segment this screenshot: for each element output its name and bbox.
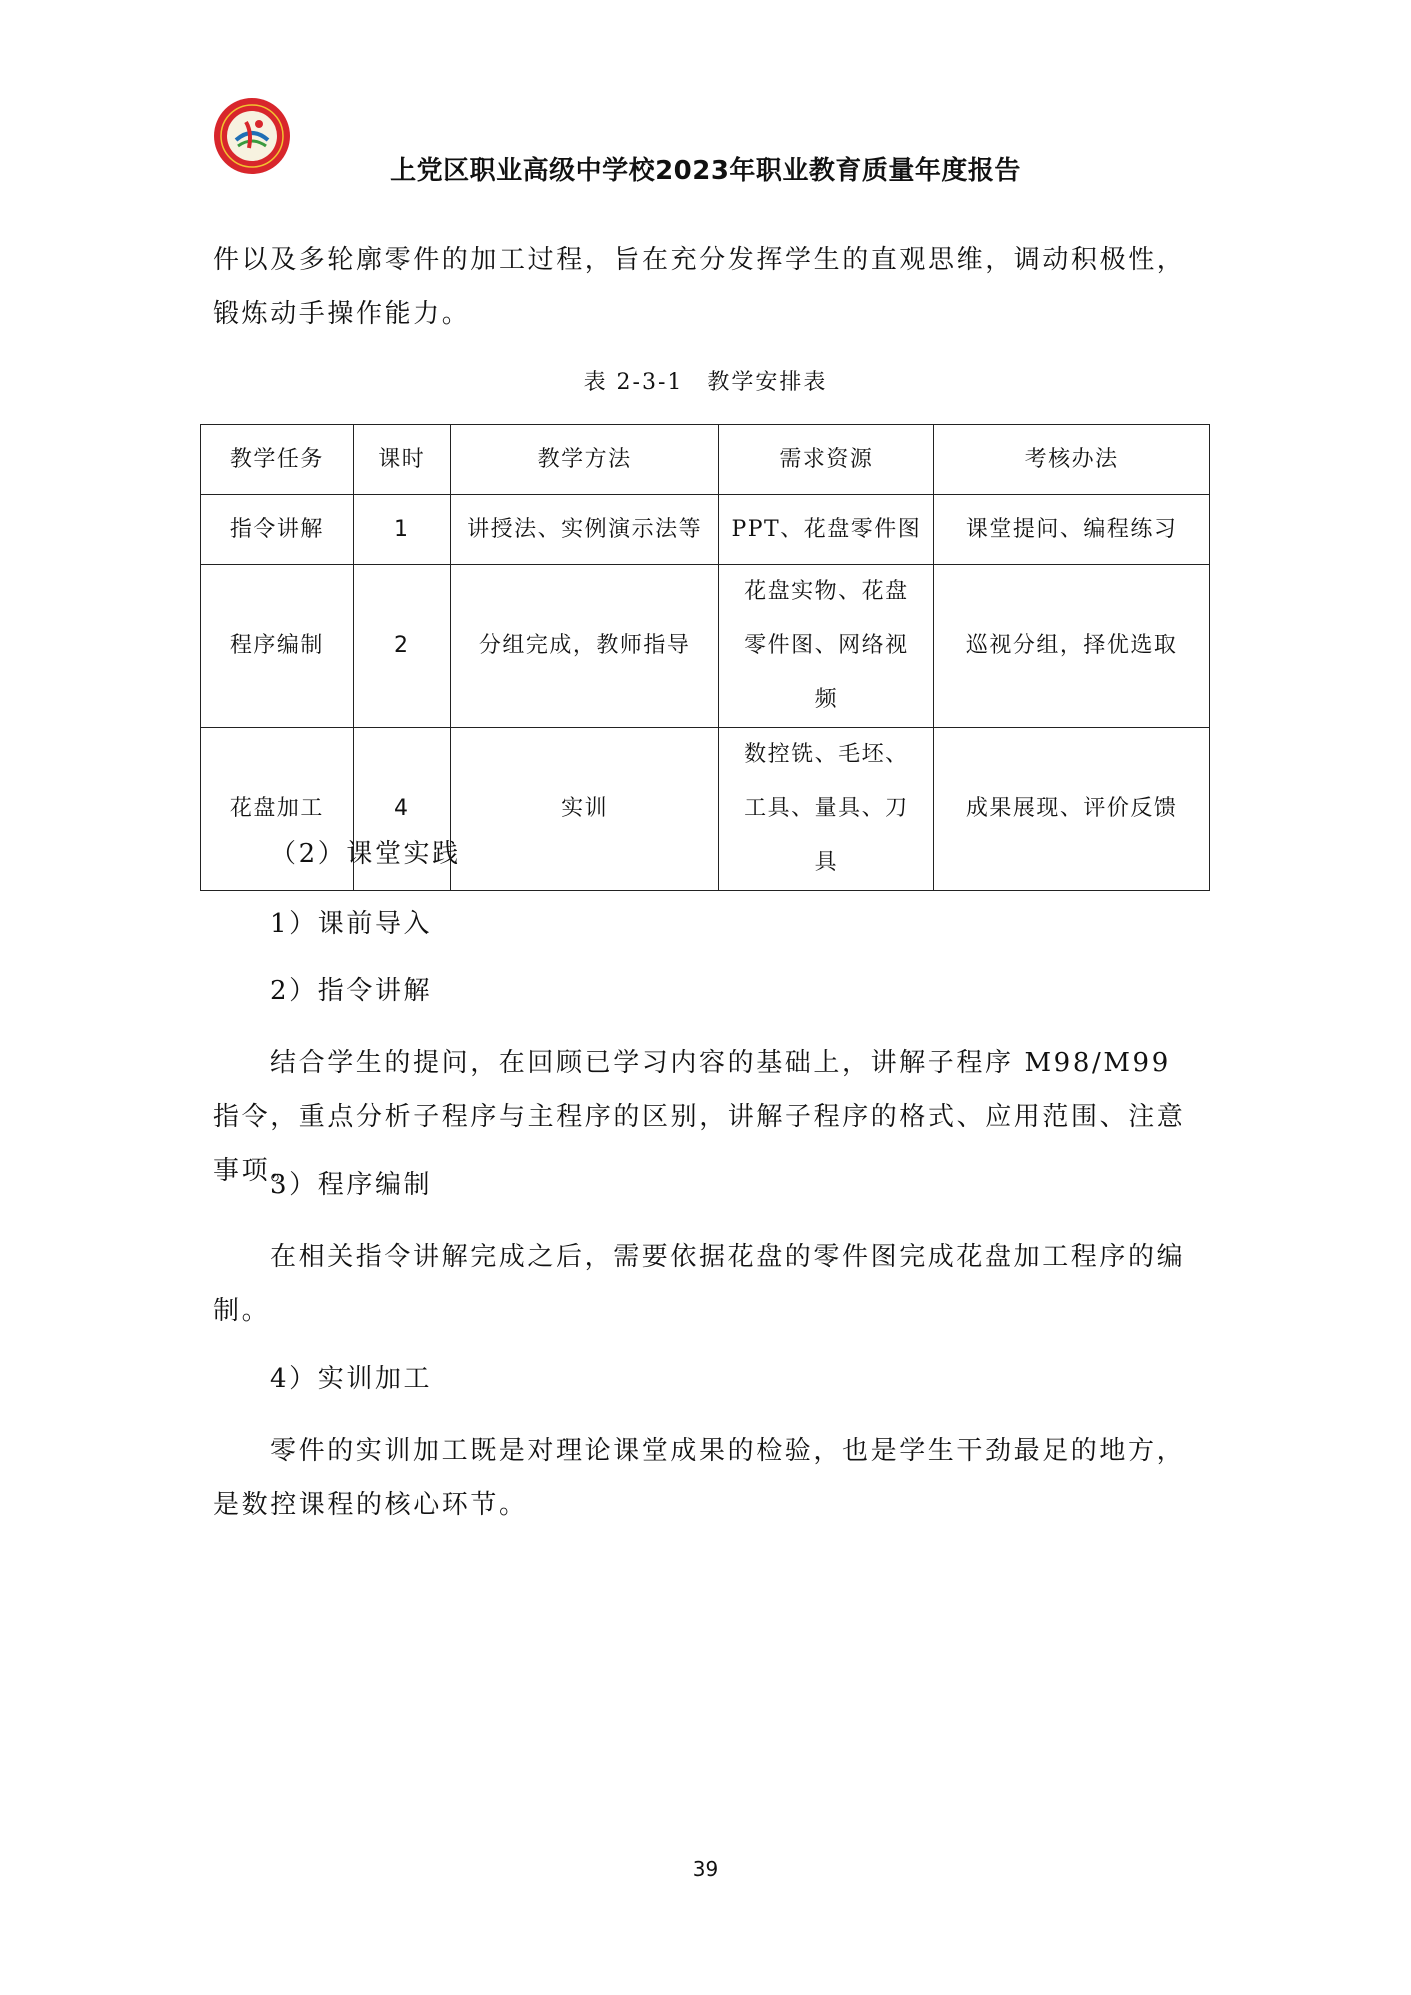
table-cell: 讲授法、实例演示法等 <box>450 495 719 565</box>
table-cell: 分组完成，教师指导 <box>450 565 719 728</box>
table-cell: 花盘实物、花盘零件图、网络视频 <box>719 565 934 728</box>
table-cell: 实训 <box>450 728 719 891</box>
intro-paragraph: 件以及多轮廓零件的加工过程，旨在充分发挥学生的直观思维，调动积极性，锻炼动手操作能力。 <box>213 245 1186 329</box>
table-cell: 课堂提问、编程练习 <box>934 495 1210 565</box>
table-cell: 指令讲解 <box>201 495 354 565</box>
table-row <box>201 565 1210 728</box>
report-header-title: 上党区职业高级中学校2023年职业教育质量年度报告 <box>390 156 1021 186</box>
table-header-cell: 教学方法 <box>450 425 719 495</box>
table-cell: 成果展现、评价反馈 <box>934 728 1210 891</box>
step-1-heading: 1）课前导入 <box>270 909 433 939</box>
step-2-heading: 2）指令讲解 <box>270 976 433 1006</box>
table-cell: 2 <box>353 565 450 728</box>
table-cell: 数控铣、毛坯、工具、量具、刀具 <box>719 728 934 891</box>
table-cell: 花盘加工 <box>201 728 354 891</box>
table-cell: 巡视分组，择优选取 <box>934 565 1210 728</box>
table-row <box>201 495 1210 565</box>
table-cell: PPT、花盘零件图 <box>719 495 934 565</box>
page-number: 39 <box>692 1857 719 1881</box>
table-cell: 1 <box>353 495 450 565</box>
table-header-cell: 需求资源 <box>719 425 934 495</box>
table-header-cell: 教学任务 <box>201 425 354 495</box>
step-3-heading: 3）程序编制 <box>270 1170 433 1200</box>
practice-heading: （2）课堂实践 <box>270 839 461 869</box>
table-header-cell: 考核办法 <box>934 425 1210 495</box>
step-3-paragraph: 在相关指令讲解完成之后，需要依据花盘的零件图完成花盘加工程序的编制。 <box>213 1242 1186 1326</box>
step-4-heading: 4）实训加工 <box>270 1364 433 1394</box>
table-header-row <box>201 425 1210 495</box>
step-4-paragraph: 零件的实训加工既是对理论课堂成果的检验，也是学生干劲最足的地方，是数控课程的核心环节。 <box>213 1436 1186 1520</box>
table-cell: 4 <box>353 728 450 891</box>
table-caption: 表 2-3-1 教学安排表 <box>583 370 828 395</box>
table-header-cell: 课时 <box>353 425 450 495</box>
table-cell: 程序编制 <box>201 565 354 728</box>
step-2-paragraph: 结合学生的提问，在回顾已学习内容的基础上，讲解子程序 M98/M99 指令，重点分析子程序与主程序的区别，讲解子程序的格式、应用范围、注意事项。 <box>213 1048 1186 1186</box>
teaching-schedule-table <box>200 424 1210 891</box>
